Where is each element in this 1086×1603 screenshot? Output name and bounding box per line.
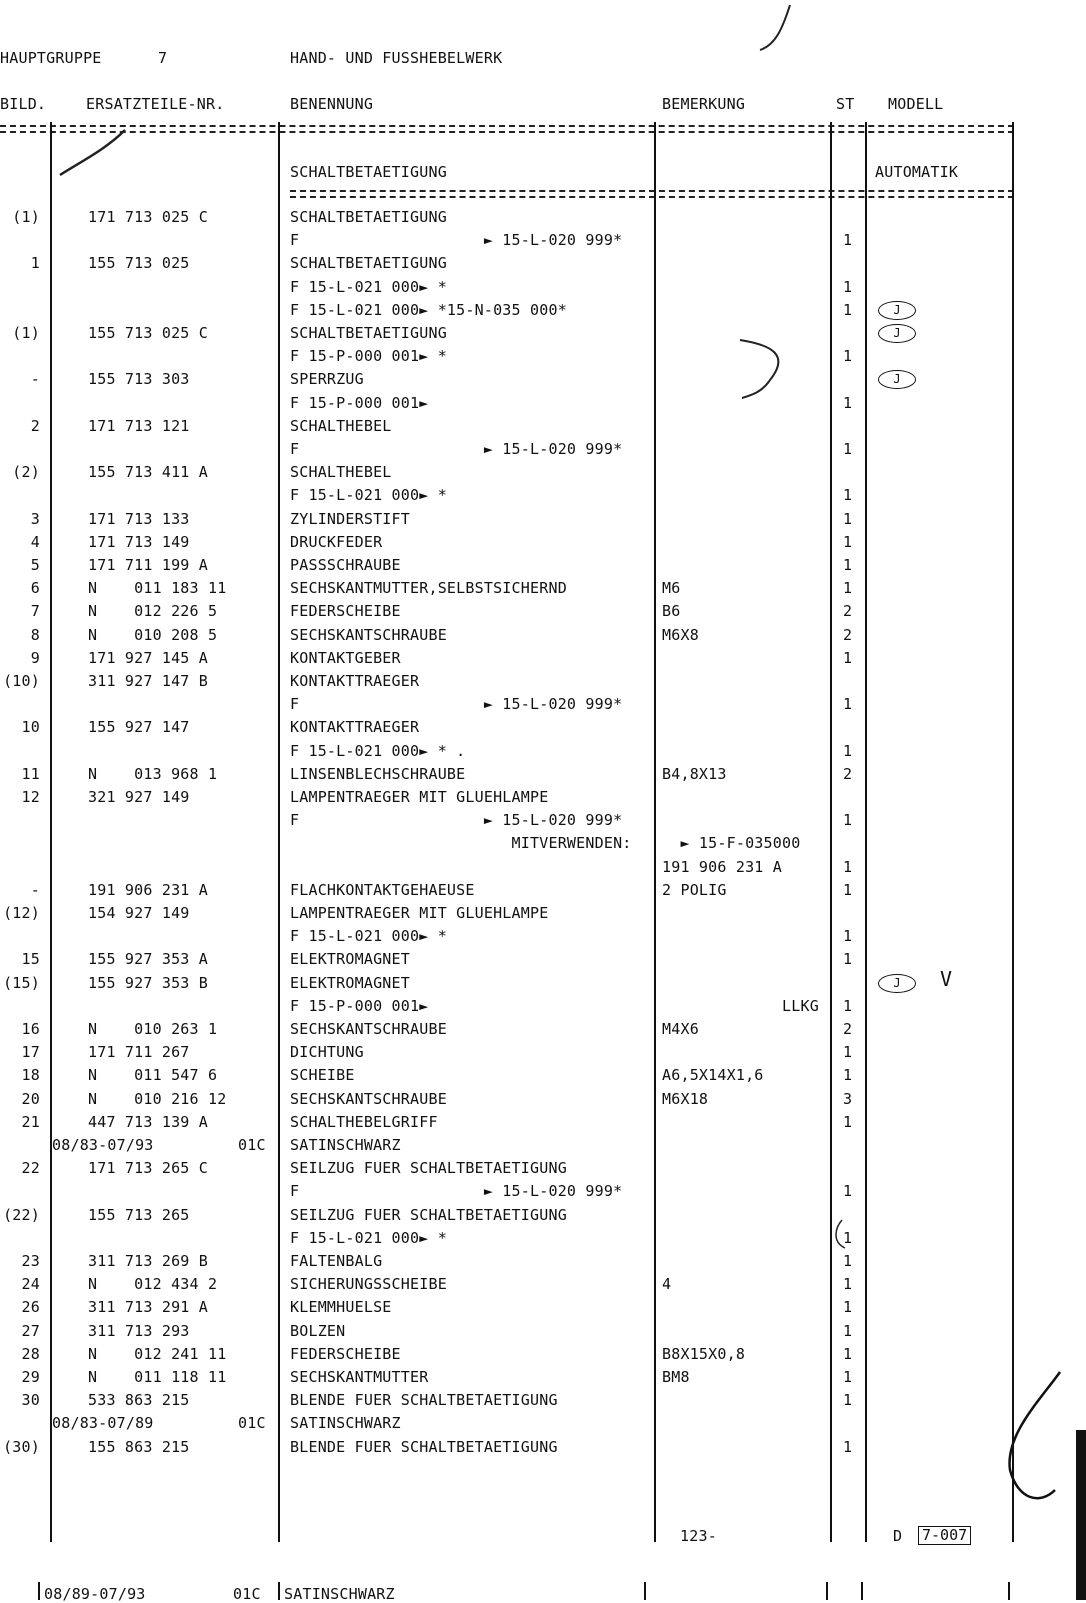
group-title: HAND- UND FUSSHEBELWERK: [290, 49, 503, 67]
stueck-count: 1: [843, 579, 853, 597]
col-header-modell: MODELL: [888, 95, 944, 113]
benennung-text: F 15-L-021 000► *: [290, 486, 447, 504]
stueck-count: 1: [843, 1391, 853, 1409]
benennung-text: ELEKTROMAGNET: [290, 950, 410, 968]
bemerkung-text: B4,8X13: [662, 765, 727, 783]
bild-number: 30: [21, 1391, 40, 1409]
next-page-color-code: 01C: [233, 1585, 261, 1603]
part-number: 311 713 293: [88, 1322, 190, 1340]
bild-number: (12): [3, 904, 40, 922]
bild-number: 21: [21, 1113, 40, 1131]
bild-number: (1): [12, 324, 40, 342]
benennung-text: KONTAKTTRAEGER: [290, 672, 420, 690]
stueck-count: 2: [843, 765, 853, 783]
color-code: 01C: [238, 1136, 266, 1154]
bild-number: -: [30, 370, 40, 388]
benennung-text: F 15-P-000 001►: [290, 394, 429, 412]
bild-number: (22): [3, 1206, 40, 1224]
part-number: 171 927 145 A: [88, 649, 208, 667]
benennung-text: F ► 15-L-020 999*: [290, 695, 623, 713]
bild-number: 8: [30, 626, 40, 644]
stueck-count: 1: [843, 510, 853, 528]
benennung-text: SCHALTHEBELGRIFF: [290, 1113, 438, 1131]
stueck-count: 1: [843, 1229, 853, 1247]
part-number: N 012 241 11: [88, 1345, 227, 1363]
part-number: 171 713 025 C: [88, 208, 208, 226]
modell-badge: J: [878, 324, 916, 343]
part-number: 171 713 133: [88, 510, 190, 528]
benennung-text: SCHALTBETAETIGUNG: [290, 208, 447, 226]
benennung-text: FEDERSCHEIBE: [290, 1345, 401, 1363]
stueck-count: 1: [843, 1298, 853, 1316]
part-number: N 010 208 5: [88, 626, 218, 644]
page-reference-box: 7-007: [918, 1526, 971, 1545]
part-number: 155 713 411 A: [88, 463, 208, 481]
benennung-text: FLACHKONTAKTGEHAEUSE: [290, 881, 475, 899]
stueck-count: 1: [843, 278, 853, 296]
part-number: 171 713 121: [88, 417, 190, 435]
date-range: 08/83-07/93: [52, 1136, 154, 1154]
bild-number: 17: [21, 1043, 40, 1061]
stueck-count: 1: [843, 1275, 853, 1293]
bemerkung-text: 191 906 231 A: [662, 858, 782, 876]
date-range: 08/83-07/89: [52, 1414, 154, 1432]
bemerkung-text: A6,5X14X1,6: [662, 1066, 764, 1084]
benennung-text: LAMPENTRAEGER MIT GLUEHLAMPE: [290, 788, 549, 806]
benennung-text: BLENDE FUER SCHALTBETAETIGUNG: [290, 1391, 558, 1409]
part-number: 154 927 149: [88, 904, 190, 922]
part-number: N 011 183 11: [88, 579, 227, 597]
bild-number: 11: [21, 765, 40, 783]
next-page-text: SATINSCHWARZ: [284, 1585, 395, 1603]
benennung-text: SCHALTBETAETIGUNG: [290, 254, 447, 272]
part-number: N 010 263 1: [88, 1020, 218, 1038]
part-number: N 013 968 1: [88, 765, 218, 783]
benennung-text: ELEKTROMAGNET: [290, 974, 410, 992]
benennung-text: SATINSCHWARZ: [290, 1414, 401, 1432]
benennung-text: F 15-P-000 001► *: [290, 347, 447, 365]
stueck-count: 1: [843, 1322, 853, 1340]
benennung-text: F ► 15-L-020 999*: [290, 1182, 623, 1200]
color-code: 01C: [238, 1414, 266, 1432]
benennung-text: SPERRZUG: [290, 370, 364, 388]
bild-number: (15): [3, 974, 40, 992]
stueck-count: 1: [843, 556, 853, 574]
bild-number: -: [30, 881, 40, 899]
bemerkung-text: M4X6: [662, 1020, 699, 1038]
benennung-text: SEILZUG FUER SCHALTBETAETIGUNG: [290, 1206, 567, 1224]
part-number: 171 713 149: [88, 533, 190, 551]
bemerkung-text: B8X15X0,8: [662, 1345, 746, 1363]
stueck-count: 1: [843, 1113, 853, 1131]
stueck-count: 1: [843, 1043, 853, 1061]
section-title: SCHALTBETAETIGUNG: [290, 163, 447, 181]
col-header-bemerkung: BEMERKUNG: [662, 95, 746, 113]
bild-number: 2: [30, 417, 40, 435]
bild-number: 1: [30, 254, 40, 272]
bild-number: 10: [21, 718, 40, 736]
bemerkung-text: LLKG: [662, 997, 819, 1015]
bemerkung-text: M6X8: [662, 626, 699, 644]
part-number: 311 713 291 A: [88, 1298, 208, 1316]
stueck-count: 1: [843, 1182, 853, 1200]
stueck-count: 1: [843, 950, 853, 968]
benennung-text: SATINSCHWARZ: [290, 1136, 401, 1154]
stueck-count: 1: [843, 997, 853, 1015]
part-number: 155 927 353 B: [88, 974, 208, 992]
bild-number: 23: [21, 1252, 40, 1270]
col-header-ersatzteile-nr: ERSATZTEILE-NR.: [86, 95, 225, 113]
part-number: N 010 216 12: [88, 1090, 227, 1108]
part-number: 311 713 269 B: [88, 1252, 208, 1270]
bild-number: 7: [30, 602, 40, 620]
check-mark: V: [940, 967, 953, 991]
modell-badge: J: [878, 974, 916, 993]
stueck-count: 2: [843, 602, 853, 620]
bemerkung-text: BM8: [662, 1368, 690, 1386]
benennung-text: F ► 15-L-020 999*: [290, 811, 623, 829]
stueck-count: 1: [843, 695, 853, 713]
part-number: 155 863 215: [88, 1438, 190, 1456]
bild-number: 24: [21, 1275, 40, 1293]
benennung-text: SICHERUNGSSCHEIBE: [290, 1275, 447, 1293]
benennung-text: BLENDE FUER SCHALTBETAETIGUNG: [290, 1438, 558, 1456]
benennung-text: F ► 15-L-020 999*: [290, 440, 623, 458]
part-number: 191 906 231 A: [88, 881, 208, 899]
bemerkung-text: M6X18: [662, 1090, 709, 1108]
part-number: 311 927 147 B: [88, 672, 208, 690]
benennung-text: SECHSKANTMUTTER: [290, 1368, 429, 1386]
bild-number: (2): [12, 463, 40, 481]
bild-number: 4: [30, 533, 40, 551]
benennung-text: FALTENBALG: [290, 1252, 383, 1270]
part-number: N 011 547 6: [88, 1066, 218, 1084]
stueck-count: 1: [843, 440, 853, 458]
stueck-count: 1: [843, 649, 853, 667]
bild-number: 3: [30, 510, 40, 528]
stueck-count: 1: [843, 927, 853, 945]
benennung-text: DRUCKFEDER: [290, 533, 383, 551]
stueck-count: 1: [843, 1438, 853, 1456]
stueck-count: 2: [843, 1020, 853, 1038]
modell-badge: J: [878, 301, 916, 320]
stueck-count: 1: [843, 394, 853, 412]
bild-number: (10): [3, 672, 40, 690]
part-number: 171 711 199 A: [88, 556, 208, 574]
stueck-count: 1: [843, 1368, 853, 1386]
benennung-text: KONTAKTGEBER: [290, 649, 401, 667]
benennung-text: LINSENBLECHSCHRAUBE: [290, 765, 466, 783]
stueck-count: 1: [843, 811, 853, 829]
bemerkung-text: M6: [662, 579, 681, 597]
part-number: 155 927 147: [88, 718, 190, 736]
part-number: 171 711 267: [88, 1043, 190, 1061]
stueck-count: 1: [843, 533, 853, 551]
col-header-benennung: BENENNUNG: [290, 95, 374, 113]
bemerkung-text: ► 15-F-035000: [662, 834, 801, 852]
bild-number: 22: [21, 1159, 40, 1177]
page-prefix: D: [893, 1527, 903, 1545]
stueck-count: 1: [843, 1252, 853, 1270]
bild-number: 20: [21, 1090, 40, 1108]
bild-number: 27: [21, 1322, 40, 1340]
benennung-text: SEILZUG FUER SCHALTBETAETIGUNG: [290, 1159, 567, 1177]
part-number: 155 713 303: [88, 370, 190, 388]
bild-number: 9: [30, 649, 40, 667]
bemerkung-text: 2 POLIG: [662, 881, 727, 899]
benennung-text: SCHALTHEBEL: [290, 463, 392, 481]
benennung-text: F 15-L-021 000► *: [290, 927, 447, 945]
part-number: 321 927 149: [88, 788, 190, 806]
part-number: 155 713 025: [88, 254, 190, 272]
stueck-count: 1: [843, 347, 853, 365]
bild-number: 6: [30, 579, 40, 597]
bemerkung-text: B6: [662, 602, 681, 620]
part-number: 171 713 265 C: [88, 1159, 208, 1177]
benennung-text: ZYLINDERSTIFT: [290, 510, 410, 528]
benennung-text: LAMPENTRAEGER MIT GLUEHLAMPE: [290, 904, 549, 922]
benennung-text: FEDERSCHEIBE: [290, 602, 401, 620]
bild-number: 15: [21, 950, 40, 968]
part-number: N 012 226 5: [88, 602, 218, 620]
part-number: 155 713 025 C: [88, 324, 208, 342]
benennung-text: MITVERWENDEN:: [290, 834, 632, 852]
benennung-text: SECHSKANTSCHRAUBE: [290, 1020, 447, 1038]
stueck-count: 1: [843, 881, 853, 899]
bild-number: 28: [21, 1345, 40, 1363]
stueck-count: 1: [843, 858, 853, 876]
benennung-text: SCHALTBETAETIGUNG: [290, 324, 447, 342]
benennung-text: F ► 15-L-020 999*: [290, 231, 623, 249]
benennung-text: F 15-L-021 000► *: [290, 1229, 447, 1247]
bild-number: (30): [3, 1438, 40, 1456]
part-number: 447 713 139 A: [88, 1113, 208, 1131]
benennung-text: SCHALTHEBEL: [290, 417, 392, 435]
benennung-text: SECHSKANTSCHRAUBE: [290, 626, 447, 644]
section-modell: AUTOMATIK: [875, 163, 959, 181]
benennung-text: F 15-L-021 000► *15-N-035 000*: [290, 301, 567, 319]
benennung-text: KONTAKTTRAEGER: [290, 718, 420, 736]
group-number: 7: [158, 49, 168, 67]
bild-number: 18: [21, 1066, 40, 1084]
hauptgruppe-label: HAUPTGRUPPE: [0, 49, 102, 67]
benennung-text: SECHSKANTSCHRAUBE: [290, 1090, 447, 1108]
benennung-text: DICHTUNG: [290, 1043, 364, 1061]
next-page-date-range: 08/89-07/93: [44, 1585, 146, 1603]
stueck-count: 3: [843, 1090, 853, 1108]
stueck-count: 1: [843, 231, 853, 249]
part-number: 155 713 265: [88, 1206, 190, 1224]
col-header-st: ST: [836, 95, 855, 113]
stueck-count: 1: [843, 742, 853, 760]
bild-number: (1): [12, 208, 40, 226]
modell-badge: J: [878, 370, 916, 389]
benennung-text: F 15-P-000 001►: [290, 997, 429, 1015]
stueck-count: 1: [843, 1066, 853, 1084]
benennung-text: SCHEIBE: [290, 1066, 355, 1084]
page-number: 123-: [680, 1527, 717, 1545]
bild-number: 29: [21, 1368, 40, 1386]
stueck-count: 2: [843, 626, 853, 644]
benennung-text: F 15-L-021 000► *: [290, 278, 447, 296]
col-header-bild: BILD.: [0, 95, 47, 113]
bild-number: 26: [21, 1298, 40, 1316]
bild-number: 12: [21, 788, 40, 806]
stueck-count: 1: [843, 486, 853, 504]
benennung-text: F 15-L-021 000► * .: [290, 742, 466, 760]
bild-number: 16: [21, 1020, 40, 1038]
part-number: 533 863 215: [88, 1391, 190, 1409]
benennung-text: SECHSKANTMUTTER,SELBSTSICHERND: [290, 579, 567, 597]
stueck-count: 1: [843, 1345, 853, 1363]
part-number: N 011 118 11: [88, 1368, 227, 1386]
part-number: 155 927 353 A: [88, 950, 208, 968]
benennung-text: PASSSCHRAUBE: [290, 556, 401, 574]
benennung-text: KLEMMHUELSE: [290, 1298, 392, 1316]
benennung-text: BOLZEN: [290, 1322, 346, 1340]
bild-number: 5: [30, 556, 40, 574]
part-number: N 012 434 2: [88, 1275, 218, 1293]
stueck-count: 1: [843, 301, 853, 319]
bemerkung-text: 4: [662, 1275, 672, 1293]
